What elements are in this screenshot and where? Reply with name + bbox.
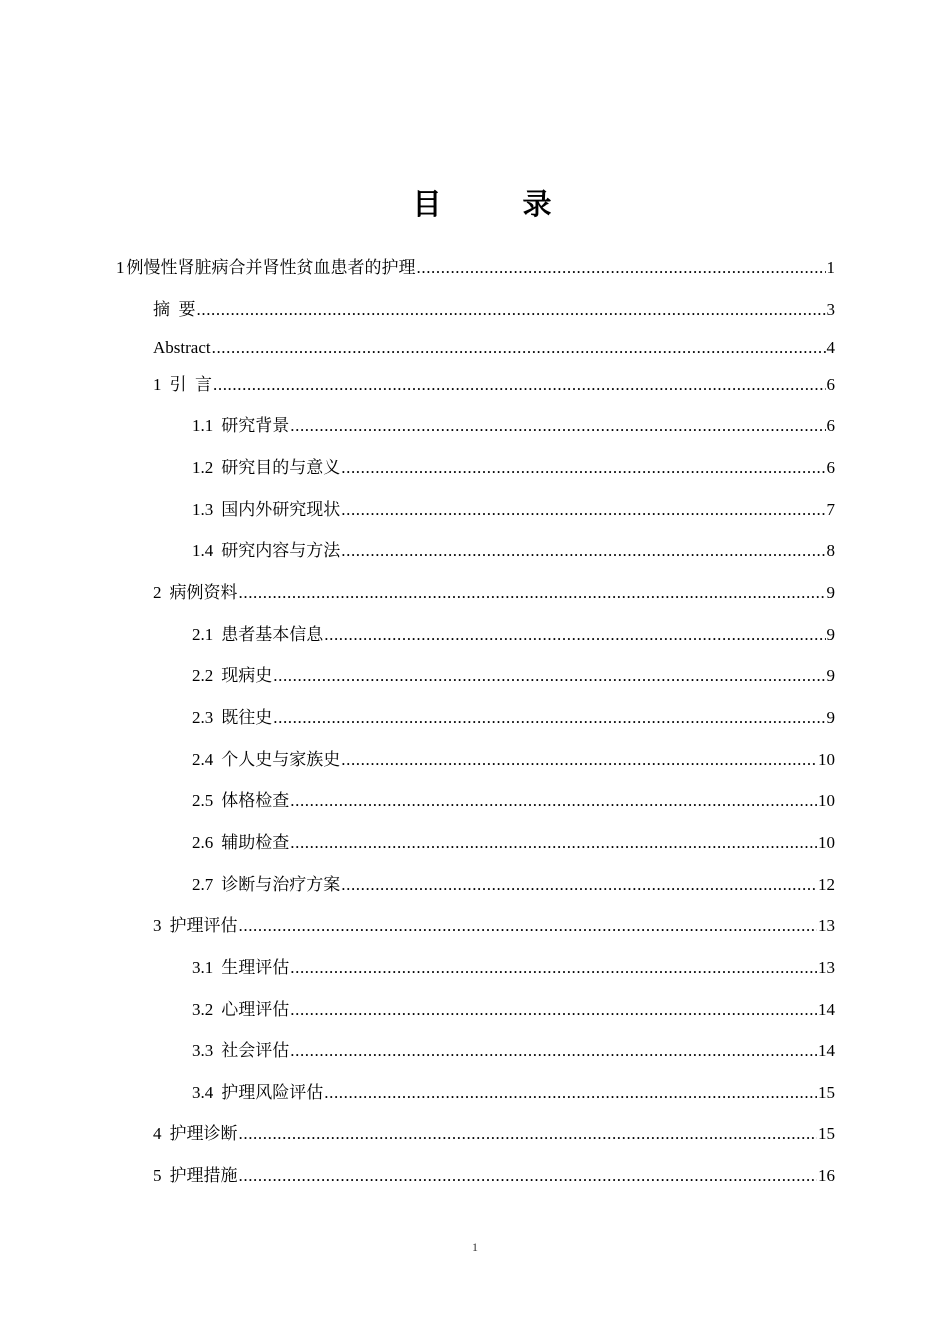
toc-entry-label xyxy=(192,955,289,981)
toc-page-number: 10 xyxy=(818,833,835,852)
toc-entry-title: 例慢性肾脏病合并肾性贫血患者的护理 xyxy=(126,258,416,277)
toc-entry-number: 5 xyxy=(153,1166,162,1185)
toc-entry-title: 病例资料 xyxy=(169,583,238,602)
toc-entry[interactable] xyxy=(153,580,835,606)
toc-entry[interactable] xyxy=(153,372,835,398)
toc-entry-title: 研究内容与方法 xyxy=(221,541,341,560)
toc-entry-title: Abstract xyxy=(153,338,211,357)
toc-leader-dots xyxy=(341,455,825,481)
toc-leader-dots xyxy=(417,255,826,281)
toc-entry-label xyxy=(192,1080,323,1106)
toc-page-number: 15 xyxy=(818,1124,835,1143)
toc-leader-dots xyxy=(239,1121,818,1147)
toc-leader-dots xyxy=(239,1163,818,1189)
toc-entry-label xyxy=(192,997,289,1023)
toc-entry-title: 患者基本信息 xyxy=(221,625,324,644)
toc-entry-label xyxy=(116,255,416,281)
toc-entry-label xyxy=(192,830,289,856)
toc-entry-label xyxy=(192,455,340,481)
toc-entry-label xyxy=(192,705,272,731)
toc-entry-title: 研究背景 xyxy=(221,416,290,435)
toc-entry-title: 生理评估 xyxy=(221,958,290,977)
toc-entry-number: 1.1 xyxy=(192,416,214,435)
toc-leader-dots xyxy=(290,997,817,1023)
toc-entry-number: 3.1 xyxy=(192,958,214,977)
toc-entry[interactable] xyxy=(153,1121,835,1147)
page-title: 目 录 xyxy=(412,187,578,221)
toc-page-number: 16 xyxy=(818,1166,835,1185)
toc-leader-dots xyxy=(213,372,826,398)
toc-entry[interactable] xyxy=(192,1080,835,1106)
toc-page-number: 1 xyxy=(826,258,835,277)
toc-page-number: 4 xyxy=(826,338,835,357)
toc-page-number: 13 xyxy=(818,916,835,935)
toc-entry-number: 2.3 xyxy=(192,708,214,727)
toc-leader-dots xyxy=(290,955,817,981)
toc-leader-dots xyxy=(273,663,825,689)
toc-leader-dots xyxy=(273,705,825,731)
toc-entry-title: 既往史 xyxy=(221,708,273,727)
toc-leader-dots xyxy=(239,913,818,939)
toc-entry-label xyxy=(153,913,238,939)
page-footer-number: 1 xyxy=(472,1240,478,1254)
toc-entry-number: 2.4 xyxy=(192,750,214,769)
toc-entry-label xyxy=(192,622,323,648)
toc-entry[interactable] xyxy=(192,788,835,814)
toc-entry[interactable] xyxy=(192,663,835,689)
toc-leader-dots xyxy=(290,413,825,439)
toc-entry-title: 引 言 xyxy=(169,375,212,394)
toc-entry-number: 2.2 xyxy=(192,666,214,685)
toc-entry-title: 现病史 xyxy=(221,666,273,685)
toc-leader-dots xyxy=(341,872,817,898)
toc-entry-title: 体格检查 xyxy=(221,791,290,810)
toc-entry-title: 研究目的与意义 xyxy=(221,458,341,477)
toc-entry-title: 国内外研究现状 xyxy=(221,500,341,519)
toc-entry[interactable] xyxy=(192,413,835,439)
toc-entry-number: 4 xyxy=(153,1124,162,1143)
toc-page-number: 9 xyxy=(826,708,835,727)
toc-entry-label xyxy=(153,372,212,398)
toc-entry-title: 护理诊断 xyxy=(169,1124,238,1143)
toc-entry-number: 3.3 xyxy=(192,1041,214,1060)
toc-page-number: 6 xyxy=(826,416,835,435)
toc-entry[interactable] xyxy=(192,622,835,648)
toc-entry-label xyxy=(153,1121,238,1147)
toc-entry-label xyxy=(153,580,238,606)
toc-entry-number: 3.4 xyxy=(192,1083,214,1102)
toc-entry-title: 诊断与治疗方案 xyxy=(221,875,341,894)
toc-page-number: 10 xyxy=(818,750,835,769)
toc-page-number: 14 xyxy=(818,1000,835,1019)
toc-entry[interactable] xyxy=(192,872,835,898)
toc-page-number: 7 xyxy=(826,500,835,519)
toc-entry-label xyxy=(192,872,340,898)
toc-leader-dots xyxy=(341,747,817,773)
toc-leader-dots xyxy=(341,497,825,523)
toc-entry-label xyxy=(153,1163,238,1189)
toc-entry-label xyxy=(192,497,340,523)
toc-entry-number: 1 xyxy=(116,258,125,277)
toc-leader-dots xyxy=(290,1038,817,1064)
toc-page-number: 10 xyxy=(818,791,835,810)
toc-entry-number: 3 xyxy=(153,916,162,935)
toc-leader-dots xyxy=(197,297,826,323)
toc-entry[interactable] xyxy=(192,538,835,564)
toc-entry-label xyxy=(192,538,340,564)
toc-entry-label xyxy=(192,747,340,773)
toc-entry[interactable] xyxy=(192,955,835,981)
toc-leader-dots xyxy=(212,335,826,361)
toc-entry-title: 护理风险评估 xyxy=(221,1083,324,1102)
toc-entry[interactable] xyxy=(192,1038,835,1064)
toc-leader-dots xyxy=(341,538,825,564)
toc-entry[interactable] xyxy=(192,705,835,731)
toc-page-number: 13 xyxy=(818,958,835,977)
toc-entry-number: 1.3 xyxy=(192,500,214,519)
toc-leader-dots xyxy=(239,580,826,606)
toc-entry-number: 2.7 xyxy=(192,875,214,894)
toc-entry-label xyxy=(192,413,289,439)
toc-entry-number: 1.4 xyxy=(192,541,214,560)
toc-leader-dots xyxy=(324,1080,817,1106)
toc-page-number: 9 xyxy=(826,583,835,602)
toc-leader-dots xyxy=(290,788,817,814)
toc-entry-title: 心理评估 xyxy=(221,1000,290,1019)
toc-entry-title: 社会评估 xyxy=(221,1041,290,1060)
toc-entry-number: 2.5 xyxy=(192,791,214,810)
toc-entry-label xyxy=(192,788,289,814)
toc-page-number: 12 xyxy=(818,875,835,894)
toc-entry[interactable] xyxy=(153,335,835,361)
toc-entry[interactable] xyxy=(153,297,835,323)
toc-entry[interactable] xyxy=(192,455,835,481)
toc-entry-number: 2 xyxy=(153,583,162,602)
toc-page-number: 9 xyxy=(826,625,835,644)
toc-page-number: 3 xyxy=(826,300,835,319)
toc-entry-number: 2.1 xyxy=(192,625,214,644)
toc-entry[interactable] xyxy=(116,255,835,281)
toc-entry-title: 辅助检查 xyxy=(221,833,290,852)
toc-page-number: 9 xyxy=(826,666,835,685)
toc-entry-label xyxy=(153,335,211,361)
toc-entry-title: 护理措施 xyxy=(169,1166,238,1185)
toc-leader-dots xyxy=(290,830,817,856)
toc-entry-title: 摘 要 xyxy=(153,300,196,319)
toc-entry[interactable] xyxy=(192,997,835,1023)
toc-entry-label xyxy=(153,297,196,323)
toc-entry[interactable] xyxy=(192,497,835,523)
toc-page-number: 14 xyxy=(818,1041,835,1060)
toc-entry-label xyxy=(192,1038,289,1064)
toc-entry[interactable] xyxy=(192,830,835,856)
toc-entry-title: 个人史与家族史 xyxy=(221,750,341,769)
toc-entry[interactable] xyxy=(192,747,835,773)
toc-entry-number: 1 xyxy=(153,375,162,394)
toc-entry-number: 2.6 xyxy=(192,833,214,852)
toc-entry[interactable] xyxy=(153,1163,835,1189)
toc-entry-number: 1.2 xyxy=(192,458,214,477)
toc-leader-dots xyxy=(324,622,825,648)
toc-page-number: 15 xyxy=(818,1083,835,1102)
toc-entry-number: 3.2 xyxy=(192,1000,214,1019)
toc-entry[interactable] xyxy=(153,913,835,939)
toc-entry-label xyxy=(192,663,272,689)
toc-page-number: 6 xyxy=(826,375,835,394)
toc-entry-title: 护理评估 xyxy=(169,916,238,935)
toc-page-number: 8 xyxy=(826,541,835,560)
toc-page-number: 6 xyxy=(826,458,835,477)
